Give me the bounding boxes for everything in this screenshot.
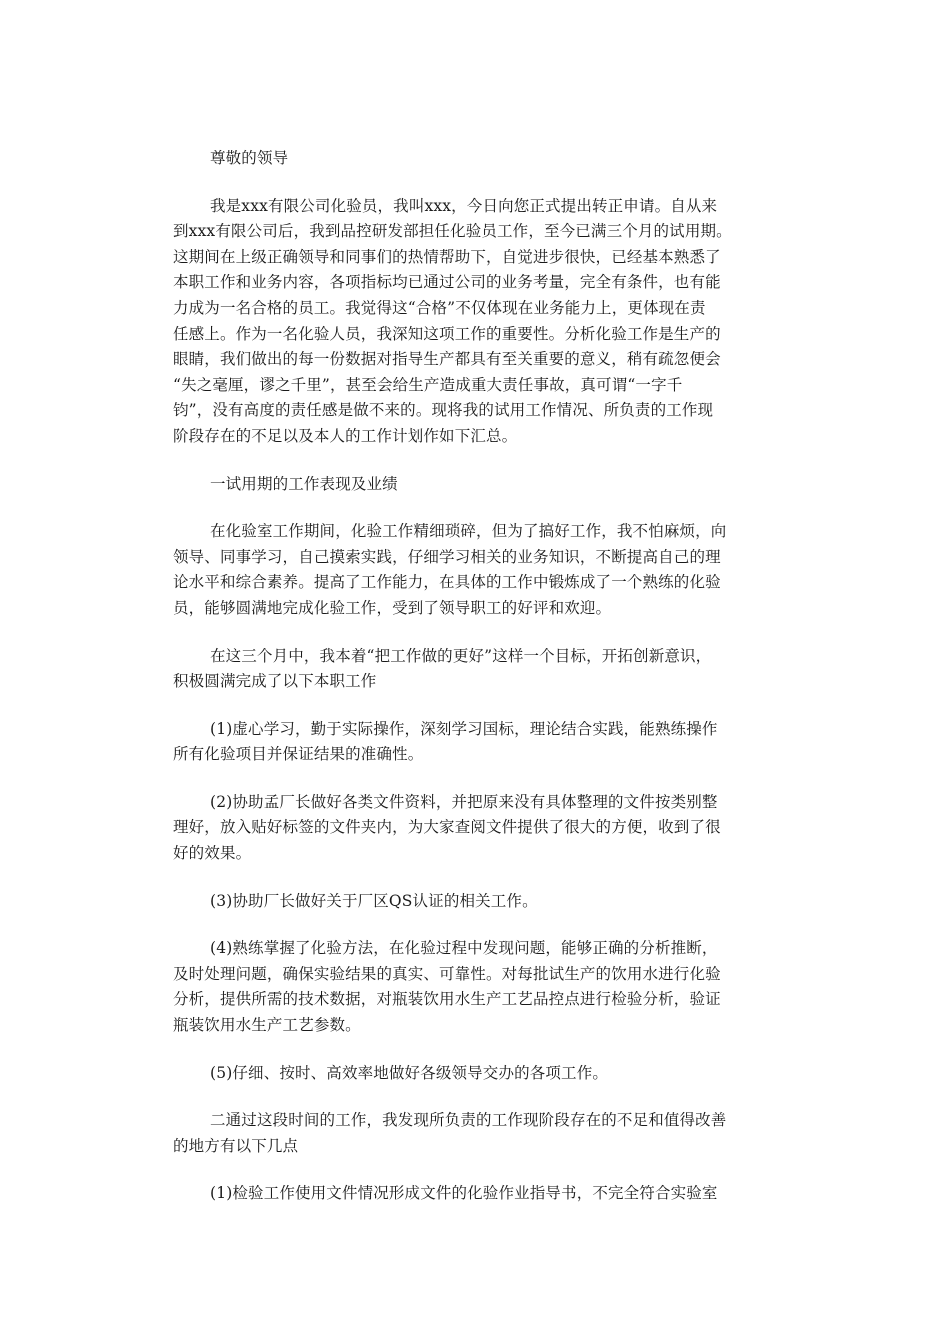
text-line: 分析，提供所需的技术数据，对瓶装饮用水生产工艺品控点进行检验分析，验证 [173, 990, 721, 1009]
paragraph-gap [173, 622, 778, 644]
text-line: 任感上。作为一名化验人员，我深知这项工作的重要性。分析化验工作是生产的 [173, 324, 721, 343]
paragraph-perf-1 [173, 519, 778, 621]
text-line: 力成为一名合格的员工。我觉得这“合格”不仅体现在业务能力上，更体现在责 [173, 298, 706, 317]
text-line: 领导、同事学习，自己摸索实践，仔细学习相关的业务知识，不断提高自己的理 [173, 547, 721, 566]
text-line: 到xxx有限公司后，我到品控研发部担任化验员工作，至今已满三个月的试用期。 [173, 222, 732, 241]
text-line: 及时处理问题，确保实验结果的真实、可靠性。对每批试生产的饮用水进行化验 [173, 964, 721, 983]
text-line: 一试用期的工作表现及业绩 [210, 474, 398, 493]
text-line: 积极圆满完成了以下本职工作 [173, 672, 377, 691]
paragraph-gap [173, 1086, 778, 1108]
paragraph-perf-2 [173, 644, 778, 695]
text-line: 所有化验项目并保证结果的准确性。 [173, 745, 424, 764]
text-line: 在这三个月中，我本着“把工作做的更好”这样一个目标，开拓创新意识， [210, 646, 712, 665]
document-body [173, 194, 778, 1207]
text-line: 在化验室工作期间，化验工作精细琐碎，但为了搞好工作，我不怕麻烦，向 [210, 522, 727, 541]
text-line: (4)熟练掌握了化验方法，在化验过程中发现问题，能够正确的分析推断， [210, 939, 718, 958]
text-line: 好的效果。 [173, 844, 252, 863]
paragraph-gap [173, 1159, 778, 1181]
paragraph-gap [173, 695, 778, 717]
text-line: 我是xxx有限公司化验员，我叫xxx，今日向您正式提出转正申请。自从来 [210, 196, 718, 215]
text-line: (3)协助厂长做好关于厂区QS认证的相关工作。 [210, 891, 538, 910]
paragraph-item-2 [173, 790, 778, 867]
text-line: 这期间在上级正确领导和同事们的热情帮助下，自觉进步很快，已经基本熟悉了 [173, 247, 721, 266]
paragraph-heading-2 [173, 1108, 778, 1159]
text-line: (1)检验工作使用文件情况形成文件的化验作业指导书，不完全符合实验室 [210, 1184, 718, 1203]
paragraph-gap [173, 450, 778, 472]
text-line: 眼睛，我们做出的每一份数据对指导生产都具有至关重要的意义，稍有疏忽便会 [173, 350, 721, 369]
document-page [173, 146, 778, 1207]
paragraph-gap [173, 768, 778, 790]
text-line: (5)仔细、按时、高效率地做好各级领导交办的各项工作。 [210, 1063, 609, 1082]
text-line: 理好，放入贴好标签的文件夹内，为大家查阅文件提供了很大的方便，收到了很 [173, 818, 721, 837]
salutation: 尊敬的领导 [210, 149, 289, 167]
text-line: (2)协助孟厂长做好各类文件资料，并把原来没有具体整理的文件按类别整 [210, 792, 718, 811]
text-line: 的地方有以下几点 [173, 1136, 299, 1155]
paragraph-item-1 [173, 717, 778, 768]
paragraph-item-4 [173, 936, 778, 1038]
paragraph-item-5 [173, 1061, 778, 1087]
text-line: “失之毫厘，谬之千里”，甚至会给生产造成重大责任事故，真可谓“一字千 [173, 375, 683, 394]
text-line: 二通过这段时间的工作，我发现所负责的工作现阶段存在的不足和值得改善 [210, 1111, 727, 1130]
paragraph-gap [173, 497, 778, 519]
text-line: 阶段存在的不足以及本人的工作计划作如下汇总。 [173, 426, 518, 445]
paragraph-gap [173, 1039, 778, 1061]
paragraph-heading-1 [173, 472, 778, 498]
text-line: 钧”，没有高度的责任感是做不来的。现将我的试用工作情况、所负责的工作现 [173, 401, 714, 420]
text-line: 员，能够圆满地完成化验工作，受到了领导职工的好评和欢迎。 [173, 598, 612, 617]
text-line: 论水平和综合素养。提高了工作能力，在具体的工作中锻炼成了一个熟练的化验 [173, 573, 721, 592]
paragraph-gap [173, 867, 778, 889]
text-line: (1)虚心学习，勤于实际操作，深刻学习国标，理论结合实践，能熟练操作 [210, 719, 718, 738]
text-line: 瓶装饮用水生产工艺参数。 [173, 1016, 361, 1035]
paragraph-issue-1 [173, 1181, 778, 1207]
paragraph-gap [173, 172, 778, 194]
text-line: 本职工作和业务内容，各项指标均已通过公司的业务考量，完全有条件，也有能 [173, 273, 721, 292]
paragraph-intro [173, 194, 778, 450]
paragraph-gap [173, 914, 778, 936]
paragraph-item-3 [173, 889, 778, 915]
